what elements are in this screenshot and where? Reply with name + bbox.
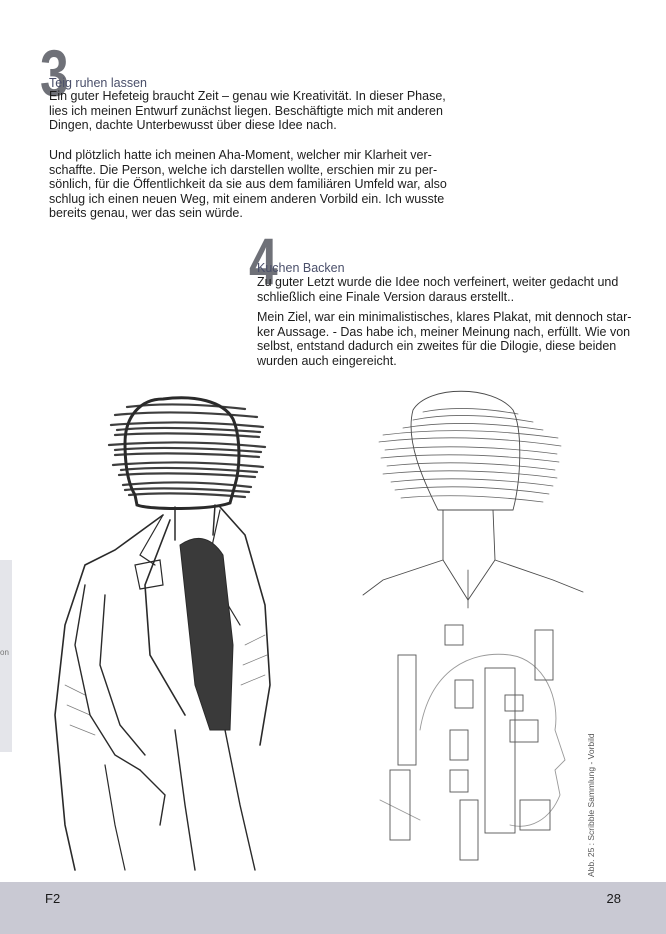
section-number-3: 3 (40, 36, 69, 110)
section-number-4: 4 (249, 224, 278, 298)
sketch-rectangles-composition (360, 620, 585, 875)
figure-caption: Abb. 25 : Scribble Sammlung - Vorbild (586, 733, 596, 877)
side-tab-text: on (0, 648, 9, 657)
page-footer (0, 882, 666, 934)
section-4-paragraph-2: Mein Ziel, war ein minimalistisches, klares Plakat, mit dennoch star- ker Aussage. - Das habe ich, meiner Meinung nach, erfüllt. Wie von selbst, entstand dadurch ein zweites für die Dilogie, diese beiden wurden auch eingereicht. (257, 310, 632, 368)
sketch-scribbled-head (343, 380, 613, 610)
section-heading-4: Kuchen Backen (257, 261, 345, 275)
section-heading-3: Teig ruhen lassen (49, 76, 147, 90)
section-3-paragraph-1: Ein guter Hefeteig braucht Zeit – genau wie Kreativität. In dieser Phase, lies ich meinen Entwurf zunächst liegen. Beschäftigte mich mit anderen Dingen, dachte Unterbewusst über diese Idee nach. (49, 89, 446, 132)
footer-section-label: F2 (45, 891, 61, 906)
section-4-paragraph-1: Zu guter Letzt wurde die Idee noch verfeinert, weiter gedacht und schließlich eine Finale Version daraus erstellt.. (257, 275, 619, 304)
page-number: 28 (606, 891, 621, 906)
section-3-paragraph-2: Und plötzlich hatte ich meinen Aha-Moment, welcher mir Klarheit ver- schaffte. Die Person, welche ich darstellen wollte, erschien mir zu per- sönlich, für die Öffentlichkeit da sie aus dem familiären Umfeld war, also schlug ich einen neuen Weg, mit einem anderen Vorbild ein. Ich wusste bereits genau, wer das sein würde. (49, 148, 447, 220)
sketch-man-in-suit (45, 385, 280, 875)
